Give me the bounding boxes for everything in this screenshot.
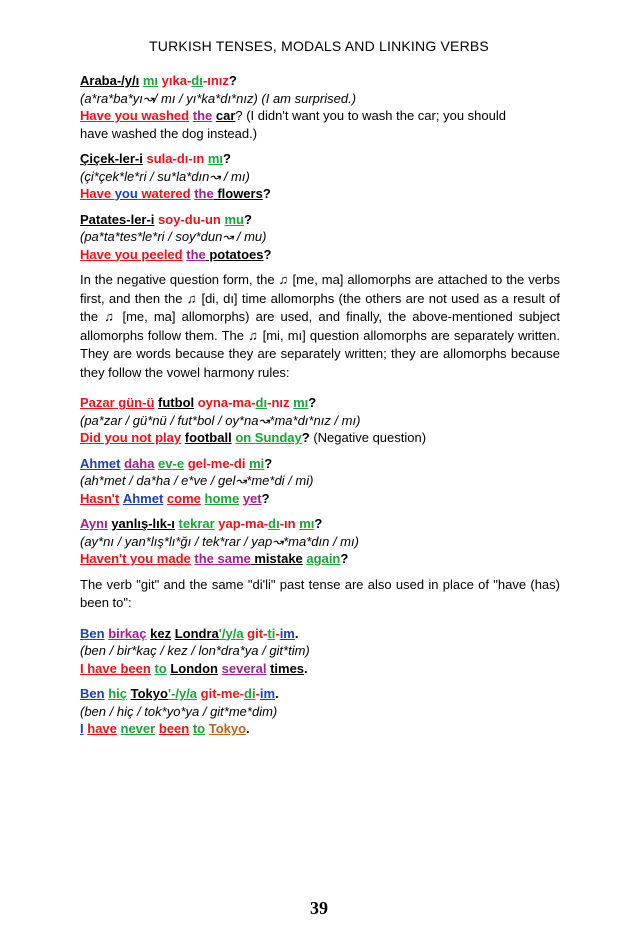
text-segment: Have you washed	[80, 108, 190, 123]
text-segment: to	[192, 721, 206, 736]
text-segment: ?	[228, 73, 237, 88]
english-translation	[80, 490, 560, 508]
text-segment: im	[279, 625, 295, 641]
text-segment: -	[267, 395, 272, 410]
text-segment: ?	[243, 211, 252, 227]
text-segment: you	[114, 186, 138, 201]
text-segment: ın	[284, 516, 296, 531]
turkish-sentence	[80, 150, 560, 168]
text-segment: come	[166, 490, 201, 506]
text-segment: Have	[80, 186, 115, 201]
text-segment: Çiçek-ler-i	[80, 151, 143, 166]
text-segment: ?	[301, 430, 310, 445]
syllable-breakdown: (pa*zar / gü*nü / fut*bol / oy*na↝*ma*dı*nız / mı)	[80, 412, 361, 428]
text-segment: the	[194, 186, 214, 201]
example-block	[80, 72, 560, 142]
text-segment: .	[246, 721, 250, 736]
turkish-sentence	[80, 685, 560, 703]
syllable-breakdown: (ben / hiç / tok*yo*ya / git*me*dim)	[80, 703, 278, 719]
text-segment: tekrar	[178, 516, 215, 531]
text-segment: football	[184, 430, 232, 445]
text-segment: -	[202, 73, 208, 88]
page-content	[80, 72, 560, 746]
example-group-negative-questions	[80, 394, 560, 568]
text-segment: git-	[243, 625, 268, 641]
text-segment: Tokyo	[208, 721, 247, 736]
example-block	[80, 394, 560, 447]
page-number: 39	[310, 898, 328, 918]
text-segment: dı	[255, 395, 268, 410]
example-block	[80, 685, 560, 738]
turkish-sentence	[80, 455, 560, 473]
english-translation	[80, 185, 560, 203]
text-segment: Haven't you made	[80, 551, 191, 566]
syllable-breakdown: (ben / bir*kaç / kez / lon*dra*ya / git*tim)	[80, 643, 310, 658]
english-translation	[80, 107, 560, 125]
text-segment: mı	[207, 151, 224, 166]
text-segment: mu	[224, 211, 244, 227]
text-segment: home	[204, 490, 240, 506]
text-segment: sula-dı-ın	[142, 151, 208, 166]
text-segment: been	[158, 721, 190, 736]
example-group-positive-questions	[80, 72, 560, 263]
text-segment: ınız	[207, 73, 229, 88]
syllable-breakdown: (çi*çek*le*ri / su*la*dın↝ / mı)	[80, 168, 250, 184]
paragraph-negative-question-form	[80, 271, 560, 382]
text-segment: ?	[263, 246, 272, 262]
paragraph-text: The verb "git" and the same "di'li" past tense are also used in place of "have (has) been to":	[80, 576, 560, 610]
text-segment: kez	[150, 625, 172, 641]
text-segment: .	[294, 625, 299, 641]
text-segment: Pazar gün-ü	[80, 395, 155, 410]
syllable-breakdown: (ay*nı / yan*lış*lı*ğı / tek*rar / yap↝*ma*dın / mı)	[80, 533, 359, 549]
text-segment: ?	[314, 516, 323, 531]
text-segment: daha	[124, 455, 155, 471]
text-segment: mı	[142, 73, 159, 88]
text-segment: to	[154, 660, 167, 676]
text-segment: soy-du-un	[154, 211, 225, 227]
text-segment: ?	[340, 551, 349, 566]
english-translation	[80, 550, 560, 568]
text-segment: several	[221, 660, 267, 676]
text-segment: nız	[271, 395, 290, 410]
text-segment: flowers	[213, 186, 263, 201]
text-segment: birkaç	[108, 625, 147, 641]
text-segment: .	[304, 660, 308, 676]
turkish-sentence	[80, 211, 560, 229]
text-segment: -	[255, 686, 260, 701]
text-segment: futbol	[158, 395, 195, 410]
text-segment: Ahmet	[80, 455, 121, 471]
text-segment: di	[244, 686, 256, 701]
text-segment: git-me-	[197, 686, 244, 701]
text-segment: have	[87, 721, 117, 736]
syllable-breakdown: (a*ra*ba*yı↝/ mı / yı*ka*dı*nız) (I am surprised.)	[80, 90, 357, 106]
example-block	[80, 150, 560, 203]
example-block	[80, 455, 560, 508]
text-segment: London	[170, 660, 218, 676]
text-segment: on Sunday	[235, 430, 302, 445]
text-segment: ?	[264, 455, 273, 471]
text-segment: yet	[242, 490, 262, 506]
text-segment: times	[270, 660, 305, 676]
text-segment: mı	[299, 516, 315, 531]
text-segment: Araba-/y/ı	[80, 73, 140, 88]
text-segment: never	[120, 721, 156, 736]
text-segment: '-/y/a	[167, 686, 198, 701]
text-segment: '/y/a	[218, 625, 244, 641]
text-segment: I	[80, 721, 84, 736]
text-segment: gel-me-di	[184, 455, 250, 471]
turkish-sentence	[80, 625, 560, 643]
text-segment: the same	[194, 551, 251, 566]
text-segment: yanlış-lık-ı	[111, 516, 175, 531]
text-segment: Ben	[80, 686, 105, 701]
turkish-sentence	[80, 515, 560, 533]
text-segment: ?	[223, 151, 231, 166]
text-segment: oyna-ma-	[194, 395, 256, 410]
text-segment: yıka-	[158, 73, 192, 88]
text-segment: mistake	[250, 551, 303, 566]
text-segment: car	[215, 108, 236, 123]
text-segment: yap-ma-	[214, 516, 269, 531]
text-segment: (Negative question)	[309, 430, 427, 445]
text-segment: .	[275, 686, 279, 701]
english-translation-continued: have washed the dog instead.)	[80, 125, 258, 141]
text-segment: the	[192, 108, 213, 123]
text-segment: Did you not play	[80, 430, 182, 445]
text-segment: im	[259, 686, 276, 701]
text-segment: Londra	[174, 625, 219, 641]
syllable-breakdown: (ah*met / da*ha / e*ve / gel↝*me*di / mi)	[80, 473, 314, 488]
text-segment: ?	[261, 490, 270, 506]
syllable-breakdown: (pa*ta*tes*le*ri / soy*dun↝ / mu)	[80, 229, 267, 244]
text-segment: watered	[137, 186, 191, 201]
text-segment: ?	[262, 186, 271, 201]
text-segment: -	[279, 516, 285, 531]
text-segment: ?	[308, 395, 317, 410]
text-segment: -	[275, 625, 280, 641]
text-segment: mi	[249, 455, 265, 471]
text-segment: Hasn't	[80, 490, 120, 506]
text-segment: Patates-ler-i	[80, 211, 155, 227]
text-segment: dı	[268, 516, 280, 531]
text-segment: the	[186, 246, 206, 262]
turkish-sentence	[80, 72, 560, 90]
text-segment: mı	[293, 395, 309, 410]
text-segment: Aynı	[80, 516, 108, 531]
example-block	[80, 211, 560, 264]
text-segment: dı	[191, 73, 203, 88]
paragraph-git-usage	[80, 576, 560, 613]
text-segment: ? (I didn't want you to wash the car; you should	[235, 108, 506, 123]
english-translation	[80, 660, 560, 678]
text-segment: Ben	[80, 625, 105, 641]
text-segment: Ahmet	[122, 490, 164, 506]
text-segment: Have you peeled	[80, 246, 183, 262]
example-block	[80, 515, 560, 568]
english-translation	[80, 429, 560, 447]
text-segment: Tokyo	[130, 686, 168, 701]
text-segment: ev-e	[158, 455, 185, 471]
text-segment: ti	[267, 625, 276, 641]
english-translation	[80, 246, 560, 264]
turkish-sentence	[80, 394, 560, 412]
text-segment: hiç	[108, 686, 127, 701]
text-segment: I have been	[80, 660, 151, 676]
paragraph-text: In the negative question form, the ♫ [me, ma] allomorphs are attached to the verbs first, and then the ♫ [di, dı] time allomorphs (the others are not used as a result of the ♫ [me, ma] allomorphs) are used, and finally, the above-mentioned subject allomorphs follow them. The ♫ [mi, mı] question allomorphs are separately written. They are words because they are separately written; they are allomorphs because they follow the vowel harmony rules:	[80, 272, 560, 380]
text-segment: again	[306, 551, 341, 566]
english-translation	[80, 720, 560, 738]
running-header: TURKISH TENSES, MODALS AND LINKING VERBS	[149, 38, 489, 54]
example-group-have-been-to	[80, 625, 560, 738]
example-block	[80, 625, 560, 678]
text-segment: potatoes	[205, 246, 264, 262]
